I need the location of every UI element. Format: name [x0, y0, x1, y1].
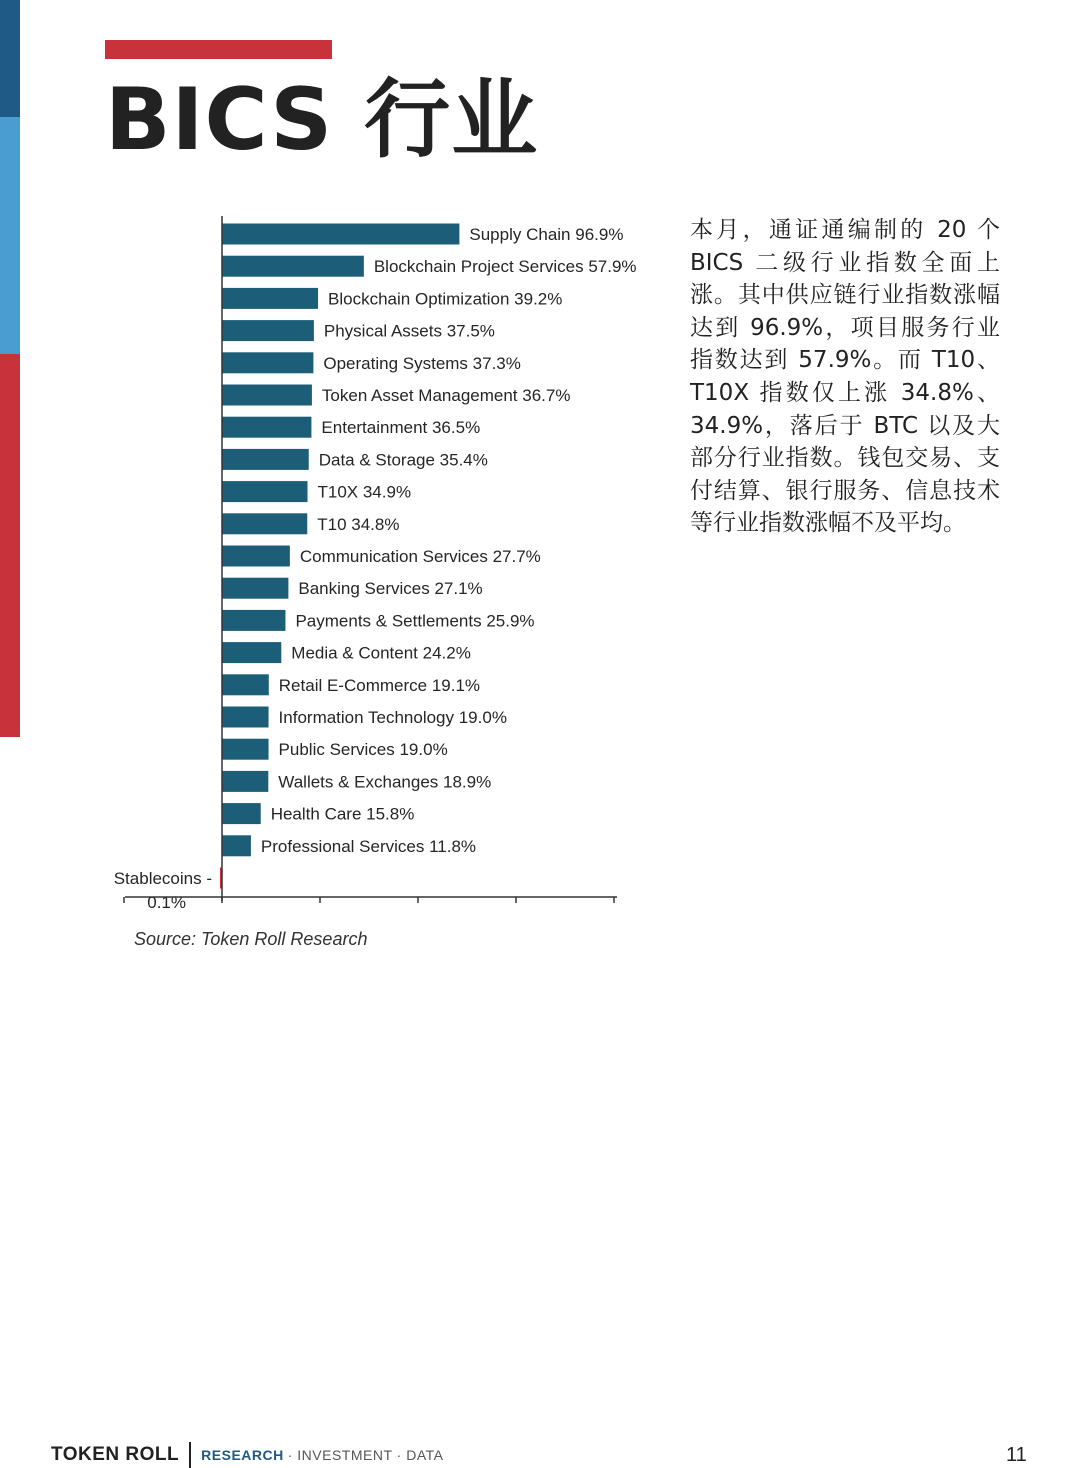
- bar-label-20: Stablecoins -: [113, 869, 212, 888]
- bar-label-6: Entertainment 36.5%: [321, 418, 481, 438]
- bar-label-13: Media & Content 24.2%: [291, 643, 471, 663]
- bar-7: [222, 449, 309, 470]
- page-number: 11: [1006, 1444, 1027, 1466]
- bar-1: [222, 256, 364, 277]
- bar-10: [222, 546, 290, 567]
- bar-17: [222, 771, 268, 792]
- bar-label-9: T10 34.8%: [317, 514, 400, 534]
- bar-label-8: T10X 34.9%: [317, 482, 412, 502]
- chart-description: 本月，通证通编制的 20 个 BICS 二级行业指数全面上涨。其中供应链行业指数涨幅达到 96.9%，项目服务行业指数达到 57.9%。而 T10、T10X 指数仅上涨 34.8%、34.9%，落后于 BTC 以及大部分行业指数。钱包交易、支付结算、银行服务、信息技术等行业指数涨幅不及平均。: [690, 217, 1000, 537]
- bar-19: [222, 835, 251, 856]
- bar-label-2: Blockchain Optimization 39.2%: [328, 289, 563, 309]
- bar-label-15: Information Technology 19.0%: [278, 708, 507, 727]
- bar-5: [222, 385, 312, 406]
- page-title: BICS 行业: [105, 70, 539, 170]
- bar-14: [222, 674, 269, 695]
- bar-16: [222, 739, 269, 760]
- bar-label-18: Health Care 15.8%: [270, 804, 415, 824]
- bar-label-3: Physical Assets 37.5%: [323, 321, 495, 341]
- bar-0: [222, 224, 459, 245]
- bar-label-14: Retail E-Commerce 19.1%: [278, 675, 481, 695]
- bar-18: [222, 803, 261, 824]
- bar-3: [222, 320, 314, 341]
- footer-divider: [189, 1442, 191, 1468]
- footer-tag-research: RESEARCH: [201, 1447, 284, 1463]
- footer-brand: TOKEN ROLL: [51, 1444, 180, 1465]
- bar-label-12: Payments & Settlements 25.9%: [295, 611, 535, 631]
- bar-label-10: Communication Services 27.7%: [299, 547, 541, 566]
- bar-label-5: Token Asset Management 36.7%: [321, 386, 571, 405]
- bar-label-11: Banking Services 27.1%: [298, 579, 483, 599]
- bar-label-1: Blockchain Project Services 57.9%: [373, 257, 637, 277]
- bar-value-label-20: 0.1%: [147, 893, 186, 912]
- bar-label-0: Supply Chain 96.9%: [469, 225, 624, 244]
- chart-source: Source: Token Roll Research: [134, 929, 368, 949]
- bar-13: [222, 642, 281, 663]
- footer-tag-rest: · INVESTMENT · DATA: [287, 1447, 444, 1463]
- bar-label-4: Operating Systems 37.3%: [323, 353, 521, 373]
- bar-12: [222, 610, 285, 631]
- bar-label-19: Professional Services 11.8%: [260, 836, 477, 856]
- bar-label-17: Wallets & Exchanges 18.9%: [278, 772, 492, 792]
- bar-label-7: Data & Storage 35.4%: [318, 450, 488, 470]
- bar-4: [222, 352, 313, 373]
- bar-6: [222, 417, 311, 438]
- bar-9: [222, 513, 307, 534]
- bar-11: [222, 578, 288, 599]
- bar-15: [222, 707, 269, 728]
- bar-2: [222, 288, 318, 309]
- bar-label-16: Public Services 19.0%: [278, 740, 448, 760]
- bar-8: [222, 481, 308, 502]
- footer: [51, 1442, 443, 1468]
